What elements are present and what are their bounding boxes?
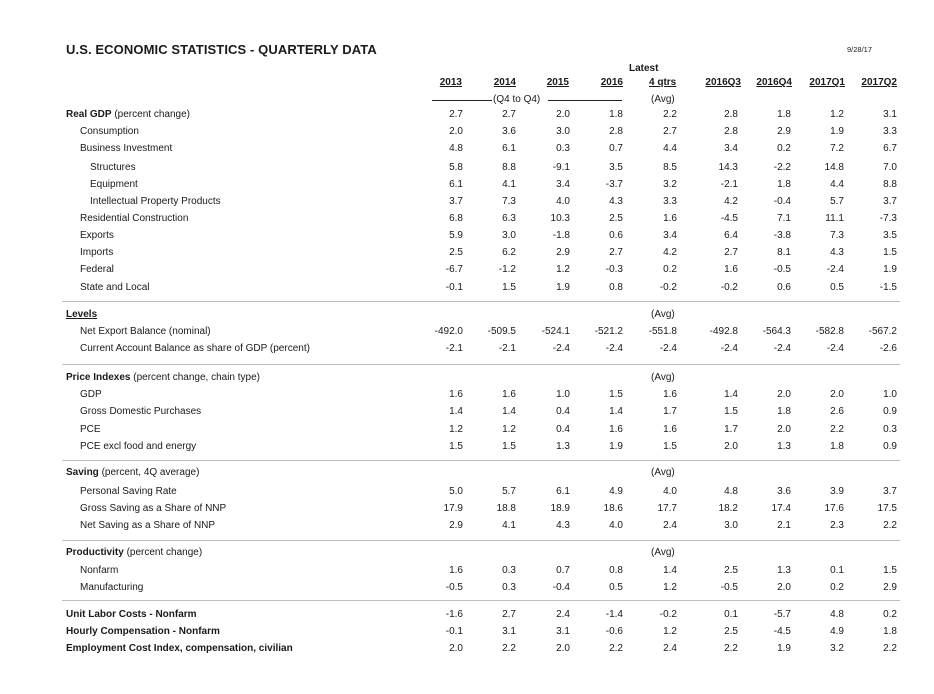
table-row-value: 2.4	[663, 643, 677, 654]
col-header-2016q3: 2016Q3	[705, 77, 741, 88]
table-row-value: 0.1	[830, 565, 844, 576]
table-row-value: 1.3	[777, 565, 791, 576]
table-row-value: -524.1	[541, 326, 570, 337]
table-row-value: 3.4	[724, 143, 738, 154]
table-row-value: 2.7	[663, 126, 677, 137]
table-row-value: 1.8	[777, 406, 791, 417]
table-row-value: 1.6	[663, 213, 677, 224]
table-row-value: 3.0	[502, 230, 516, 241]
table-row-value: 5.0	[449, 486, 463, 497]
table-row-value: 1.6	[724, 264, 738, 275]
table-row-value: 1.3	[777, 441, 791, 452]
table-row-value: 2.8	[609, 126, 623, 137]
table-row-value: -2.4	[720, 343, 738, 354]
table-row-value: 17.4	[771, 503, 791, 514]
table-row-value: 5.7	[830, 196, 844, 207]
table-row-value: 1.5	[724, 406, 738, 417]
table-row-value: -5.7	[773, 609, 791, 620]
col-header-2017q2: 2017Q2	[861, 77, 897, 88]
table-row-value: -6.7	[445, 264, 463, 275]
section-headline-value: 2.8	[724, 109, 738, 120]
col-header-2016q4: 2016Q4	[756, 77, 792, 88]
section-title-suffix: (percent, 4Q average)	[98, 467, 200, 478]
table-row-value: 0.7	[609, 143, 623, 154]
row-label: Personal Saving Rate	[80, 486, 177, 497]
row-label: Nonfarm	[80, 565, 119, 576]
table-row-value: 8.1	[777, 247, 791, 258]
table-row-value: 2.9	[883, 582, 897, 593]
section-divider	[62, 301, 900, 302]
avg-label: (Avg)	[651, 309, 675, 320]
table-row-value: 1.6	[449, 389, 463, 400]
table-row-value: 4.9	[830, 626, 844, 637]
table-row-value: 6.1	[449, 179, 463, 190]
row-label: Intellectual Property Products	[90, 196, 221, 207]
table-row-value: -564.3	[762, 326, 791, 337]
table-row-value: 1.4	[502, 406, 516, 417]
table-row-value: -0.2	[659, 282, 677, 293]
section-headline-value: 3.1	[883, 109, 897, 120]
table-row-value: -7.3	[879, 213, 897, 224]
table-row-value: 18.8	[496, 503, 516, 514]
table-row-value: 3.3	[663, 196, 677, 207]
section-headline-value: 1.8	[609, 109, 623, 120]
table-row-value: 2.3	[830, 520, 844, 531]
table-row-value: 2.7	[724, 247, 738, 258]
table-row-value: 1.2	[556, 264, 570, 275]
table-row-value: 0.2	[663, 264, 677, 275]
table-row-value: -0.5	[720, 582, 738, 593]
table-row-value: 3.6	[502, 126, 516, 137]
table-row-value: -2.6	[879, 343, 897, 354]
table-row-value: 4.9	[609, 486, 623, 497]
table-row-value: 2.0	[449, 643, 463, 654]
section-title-suffix: (percent change)	[123, 547, 203, 558]
table-row-value: 4.8	[830, 609, 844, 620]
section-title: Saving	[66, 467, 99, 478]
table-row-value: 2.5	[724, 626, 738, 637]
row-label: GDP	[80, 389, 102, 400]
row-label: Structures	[90, 162, 136, 173]
table-row-value: -509.5	[487, 326, 516, 337]
section-headline-value: 2.7	[502, 109, 516, 120]
table-row-value: 3.0	[556, 126, 570, 137]
latest-header: Latest	[629, 63, 659, 74]
table-row-value: -521.2	[594, 326, 623, 337]
table-row-value: 2.9	[777, 126, 791, 137]
table-row-value: 3.5	[609, 162, 623, 173]
table-row-value: 2.2	[502, 643, 516, 654]
table-row-value: 1.6	[663, 389, 677, 400]
table-row-value: 2.2	[830, 424, 844, 435]
table-row-value: 4.4	[830, 179, 844, 190]
table-row-value: 2.0	[449, 126, 463, 137]
section-headline-value: 2.0	[556, 109, 570, 120]
table-row-value: 1.5	[883, 565, 897, 576]
table-row-value: 1.5	[609, 389, 623, 400]
table-row-value: 0.3	[556, 143, 570, 154]
table-row-value: 0.2	[830, 582, 844, 593]
table-row-value: -0.6	[605, 626, 623, 637]
table-row-value: 0.8	[609, 565, 623, 576]
table-row-value: 0.3	[883, 424, 897, 435]
row-label: Residential Construction	[80, 213, 189, 224]
section-heading	[66, 467, 199, 478]
avg-label: (Avg)	[651, 547, 675, 558]
table-row-value: 4.1	[502, 179, 516, 190]
table-row-value: 1.2	[502, 424, 516, 435]
row-label: Federal	[80, 264, 114, 275]
section-title-suffix: (percent change)	[111, 109, 190, 120]
section-heading	[66, 372, 260, 383]
table-row-value: 3.2	[830, 643, 844, 654]
table-row-value: 1.8	[777, 179, 791, 190]
table-row-value: 5.8	[449, 162, 463, 173]
table-row-value: 1.0	[883, 389, 897, 400]
table-row-value: 3.7	[883, 486, 897, 497]
table-row-value: 1.7	[663, 406, 677, 417]
table-row-value: -2.2	[773, 162, 791, 173]
section-headline-value: 1.2	[830, 109, 844, 120]
table-row-value: 11.1	[825, 213, 844, 224]
table-row-value: 4.2	[724, 196, 738, 207]
table-row-value: 0.9	[883, 406, 897, 417]
row-label: State and Local	[80, 282, 150, 293]
table-row-value: 7.2	[830, 143, 844, 154]
table-row-value: 2.5	[449, 247, 463, 258]
table-row-value: 0.6	[777, 282, 791, 293]
table-row-value: 4.4	[663, 143, 677, 154]
avg-label: (Avg)	[651, 94, 675, 105]
table-row-value: 2.0	[777, 424, 791, 435]
row-label: PCE	[80, 424, 101, 435]
table-row-value: 4.1	[502, 520, 516, 531]
table-row-value: 4.8	[449, 143, 463, 154]
table-row-value: 3.1	[556, 626, 570, 637]
table-row-value: 1.8	[830, 441, 844, 452]
table-row-value: 1.8	[883, 626, 897, 637]
table-row-value: 1.6	[449, 565, 463, 576]
table-row-value: 0.2	[883, 609, 897, 620]
table-row-value: -3.7	[605, 179, 623, 190]
table-row-value: 7.3	[830, 230, 844, 241]
table-row-value: 3.5	[883, 230, 897, 241]
avg-label: (Avg)	[651, 467, 675, 478]
table-row-value: 1.2	[663, 582, 677, 593]
section-divider	[62, 460, 900, 461]
table-row-value: 8.8	[502, 162, 516, 173]
section-heading	[66, 109, 190, 120]
table-row-value: -4.5	[773, 626, 791, 637]
table-row-value: 2.0	[724, 441, 738, 452]
table-row-value: -492.0	[434, 326, 463, 337]
row-label: Current Account Balance as share of GDP (percent)	[80, 343, 310, 354]
table-row-value: 1.5	[449, 441, 463, 452]
section-title: Levels	[66, 309, 98, 320]
table-row-value: 4.0	[556, 196, 570, 207]
row-label: Net Saving as a Share of NNP	[80, 520, 216, 531]
col-header-latest-4qtrs: 4 qtrs	[649, 77, 677, 88]
table-row-value: -0.3	[605, 264, 623, 275]
table-row-value: 1.4	[724, 389, 738, 400]
row-label: Manufacturing	[80, 582, 144, 593]
table-row-value: 6.2	[502, 247, 516, 258]
section-heading	[66, 309, 97, 320]
table-row-value: 7.0	[883, 162, 897, 173]
table-row-value: 18.2	[718, 503, 738, 514]
row-label: Hourly Compensation - Nonfarm	[66, 626, 220, 637]
row-label: Consumption	[80, 126, 139, 137]
table-row-value: 4.2	[663, 247, 677, 258]
table-row-value: -2.1	[498, 343, 516, 354]
table-row-value: -9.1	[552, 162, 570, 173]
table-row-value: 0.9	[883, 441, 897, 452]
table-row-value: 3.2	[663, 179, 677, 190]
table-row-value: 6.7	[883, 143, 897, 154]
table-row-value: 18.6	[603, 503, 623, 514]
q4-bracket-right	[548, 100, 622, 101]
table-row-value: -2.4	[605, 343, 623, 354]
row-label: Business Investment	[80, 143, 173, 154]
table-row-value: 3.4	[556, 179, 570, 190]
table-row-value: 0.1	[724, 609, 738, 620]
table-row-value: -567.2	[868, 326, 897, 337]
table-row-value: -2.4	[826, 264, 844, 275]
table-row-value: 1.4	[609, 406, 623, 417]
table-row-value: 2.5	[724, 565, 738, 576]
table-row-value: -0.2	[720, 282, 738, 293]
table-row-value: 0.4	[556, 406, 570, 417]
table-row-value: 2.4	[556, 609, 570, 620]
table-row-value: 1.5	[502, 282, 516, 293]
table-row-value: -1.8	[552, 230, 570, 241]
col-header-2015: 2015	[546, 77, 569, 88]
table-row-value: 0.8	[609, 282, 623, 293]
table-row-value: 14.3	[718, 162, 738, 173]
section-divider	[62, 540, 900, 541]
table-row-value: -492.8	[709, 326, 738, 337]
table-row-value: -0.1	[445, 282, 463, 293]
table-row-value: 4.8	[724, 486, 738, 497]
table-row-value: 3.9	[830, 486, 844, 497]
row-label: Employment Cost Index, compensation, civilian	[66, 643, 293, 654]
row-label: PCE excl food and energy	[80, 441, 197, 452]
table-row-value: 3.4	[663, 230, 677, 241]
table-row-value: 2.9	[449, 520, 463, 531]
table-row-value: 1.5	[502, 441, 516, 452]
table-row-value: 1.6	[502, 389, 516, 400]
table-row-value: 4.0	[609, 520, 623, 531]
table-row-value: 17.7	[657, 503, 677, 514]
report-date: 9/28/17	[847, 45, 873, 54]
table-row-value: 2.2	[883, 643, 897, 654]
table-row-value: 0.2	[777, 143, 791, 154]
table-row-value: 2.6	[830, 406, 844, 417]
table-row-value: 0.5	[830, 282, 844, 293]
table-row-value: -0.2	[659, 609, 677, 620]
col-header-2016: 2016	[600, 77, 623, 88]
section-heading	[66, 547, 202, 558]
table-row-value: 1.5	[663, 441, 677, 452]
row-label: Exports	[80, 230, 114, 241]
table-row-value: 1.4	[449, 406, 463, 417]
table-row-value: 0.5	[609, 582, 623, 593]
section-divider	[62, 600, 900, 601]
section-divider	[62, 364, 900, 365]
table-row-value: -582.8	[815, 326, 844, 337]
table-row-value: -0.1	[445, 626, 463, 637]
table-row-value: -2.4	[659, 343, 677, 354]
row-label: Equipment	[90, 179, 138, 190]
table-row-value: 1.9	[883, 264, 897, 275]
section-title: Price Indexes	[66, 372, 131, 383]
table-row-value: 3.1	[502, 626, 516, 637]
table-row-value: 2.0	[777, 582, 791, 593]
table-row-value: 1.2	[663, 626, 677, 637]
table-row-value: 1.9	[777, 643, 791, 654]
table-row-value: 8.5	[663, 162, 677, 173]
table-row-value: 1.5	[883, 247, 897, 258]
section-headline-value: 2.7	[449, 109, 463, 120]
section-headline-value: 1.8	[777, 109, 791, 120]
table-row-value: -0.4	[773, 196, 791, 207]
row-label: Imports	[80, 247, 114, 258]
table-row-value: 2.1	[777, 520, 791, 531]
table-row-value: 2.0	[830, 389, 844, 400]
table-row-value: -2.4	[552, 343, 570, 354]
table-row-value: 6.1	[556, 486, 570, 497]
table-row-value: 1.6	[609, 424, 623, 435]
table-row-value: 2.9	[556, 247, 570, 258]
table-row-value: 0.7	[556, 565, 570, 576]
table-row-value: 0.3	[502, 582, 516, 593]
table-row-value: 1.6	[663, 424, 677, 435]
table-row-value: 10.3	[550, 213, 570, 224]
q4-bracket-left	[432, 100, 492, 101]
table-row-value: -1.4	[605, 609, 623, 620]
table-row-value: 4.3	[609, 196, 623, 207]
table-row-value: 14.8	[824, 162, 844, 173]
table-row-value: 2.2	[883, 520, 897, 531]
table-row-value: 5.7	[502, 486, 516, 497]
table-row-value: 1.9	[556, 282, 570, 293]
table-row-value: -0.5	[773, 264, 791, 275]
table-row-value: 8.8	[883, 179, 897, 190]
table-row-value: 17.6	[824, 503, 844, 514]
table-row-value: 1.9	[830, 126, 844, 137]
table-row-value: -2.4	[773, 343, 791, 354]
table-row-value: 2.4	[663, 520, 677, 531]
table-row-value: 3.6	[777, 486, 791, 497]
table-row-value: 17.9	[443, 503, 463, 514]
page-title: U.S. ECONOMIC STATISTICS - QUARTERLY DATA	[66, 42, 377, 57]
table-row-value: 2.7	[502, 609, 516, 620]
table-row-value: 1.7	[724, 424, 738, 435]
q4-to-q4-label: (Q4 to Q4)	[493, 94, 541, 105]
table-row-value: 6.3	[502, 213, 516, 224]
table-row-value: 4.0	[663, 486, 677, 497]
table-row-value: -0.4	[552, 582, 570, 593]
row-label: Unit Labor Costs - Nonfarm	[66, 609, 197, 620]
table-row-value: 2.0	[556, 643, 570, 654]
table-row-value: 6.8	[449, 213, 463, 224]
table-row-value: 3.7	[449, 196, 463, 207]
table-row-value: 2.8	[724, 126, 738, 137]
table-row-value: 0.3	[502, 565, 516, 576]
table-row-value: 2.7	[609, 247, 623, 258]
row-label: Gross Saving as a Share of NNP	[80, 503, 227, 514]
row-label: Net Export Balance (nominal)	[80, 326, 211, 337]
table-row-value: -2.1	[445, 343, 463, 354]
table-row-value: 1.3	[556, 441, 570, 452]
table-row-value: 2.2	[609, 643, 623, 654]
table-row-value: -4.5	[720, 213, 738, 224]
col-header-2014: 2014	[493, 77, 516, 88]
table-row-value: 3.3	[883, 126, 897, 137]
table-row-value: -2.1	[720, 179, 738, 190]
table-row-value: 6.4	[724, 230, 738, 241]
table-row-value: -1.6	[445, 609, 463, 620]
section-headline-value: 2.2	[663, 109, 677, 120]
table-row-value: 2.2	[724, 643, 738, 654]
table-row-value: 3.7	[883, 196, 897, 207]
table-row-value: 0.4	[556, 424, 570, 435]
table-row-value: 4.3	[556, 520, 570, 531]
avg-label: (Avg)	[651, 372, 675, 383]
table-row-value: -551.8	[648, 326, 677, 337]
col-header-2013: 2013	[439, 77, 462, 88]
table-row-value: 2.0	[777, 389, 791, 400]
col-header-2017q1: 2017Q1	[809, 77, 845, 88]
section-title: Productivity	[66, 547, 124, 558]
table-row-value: -2.4	[826, 343, 844, 354]
table-row-value: -1.2	[498, 264, 516, 275]
table-row-value: 1.4	[663, 565, 677, 576]
table-row-value: 3.0	[724, 520, 738, 531]
table-row-value: 4.3	[830, 247, 844, 258]
table-row-value: 18.9	[550, 503, 570, 514]
table-row-value: -1.5	[879, 282, 897, 293]
table-row-value: 5.9	[449, 230, 463, 241]
row-label: Gross Domestic Purchases	[80, 406, 202, 417]
table-row-value: 0.6	[609, 230, 623, 241]
table-row-value: -0.5	[445, 582, 463, 593]
table-row-value: 1.2	[449, 424, 463, 435]
table-row-value: -3.8	[773, 230, 791, 241]
table-row-value: 1.9	[609, 441, 623, 452]
section-title: Real GDP	[66, 109, 112, 120]
section-title-suffix: (percent change, chain type)	[130, 372, 261, 383]
table-row-value: 7.3	[502, 196, 516, 207]
table-row-value: 1.0	[556, 389, 570, 400]
table-row-value: 2.5	[609, 213, 623, 224]
table-row-value: 6.1	[502, 143, 516, 154]
table-row-value: 7.1	[777, 213, 791, 224]
table-row-value: 17.5	[877, 503, 897, 514]
